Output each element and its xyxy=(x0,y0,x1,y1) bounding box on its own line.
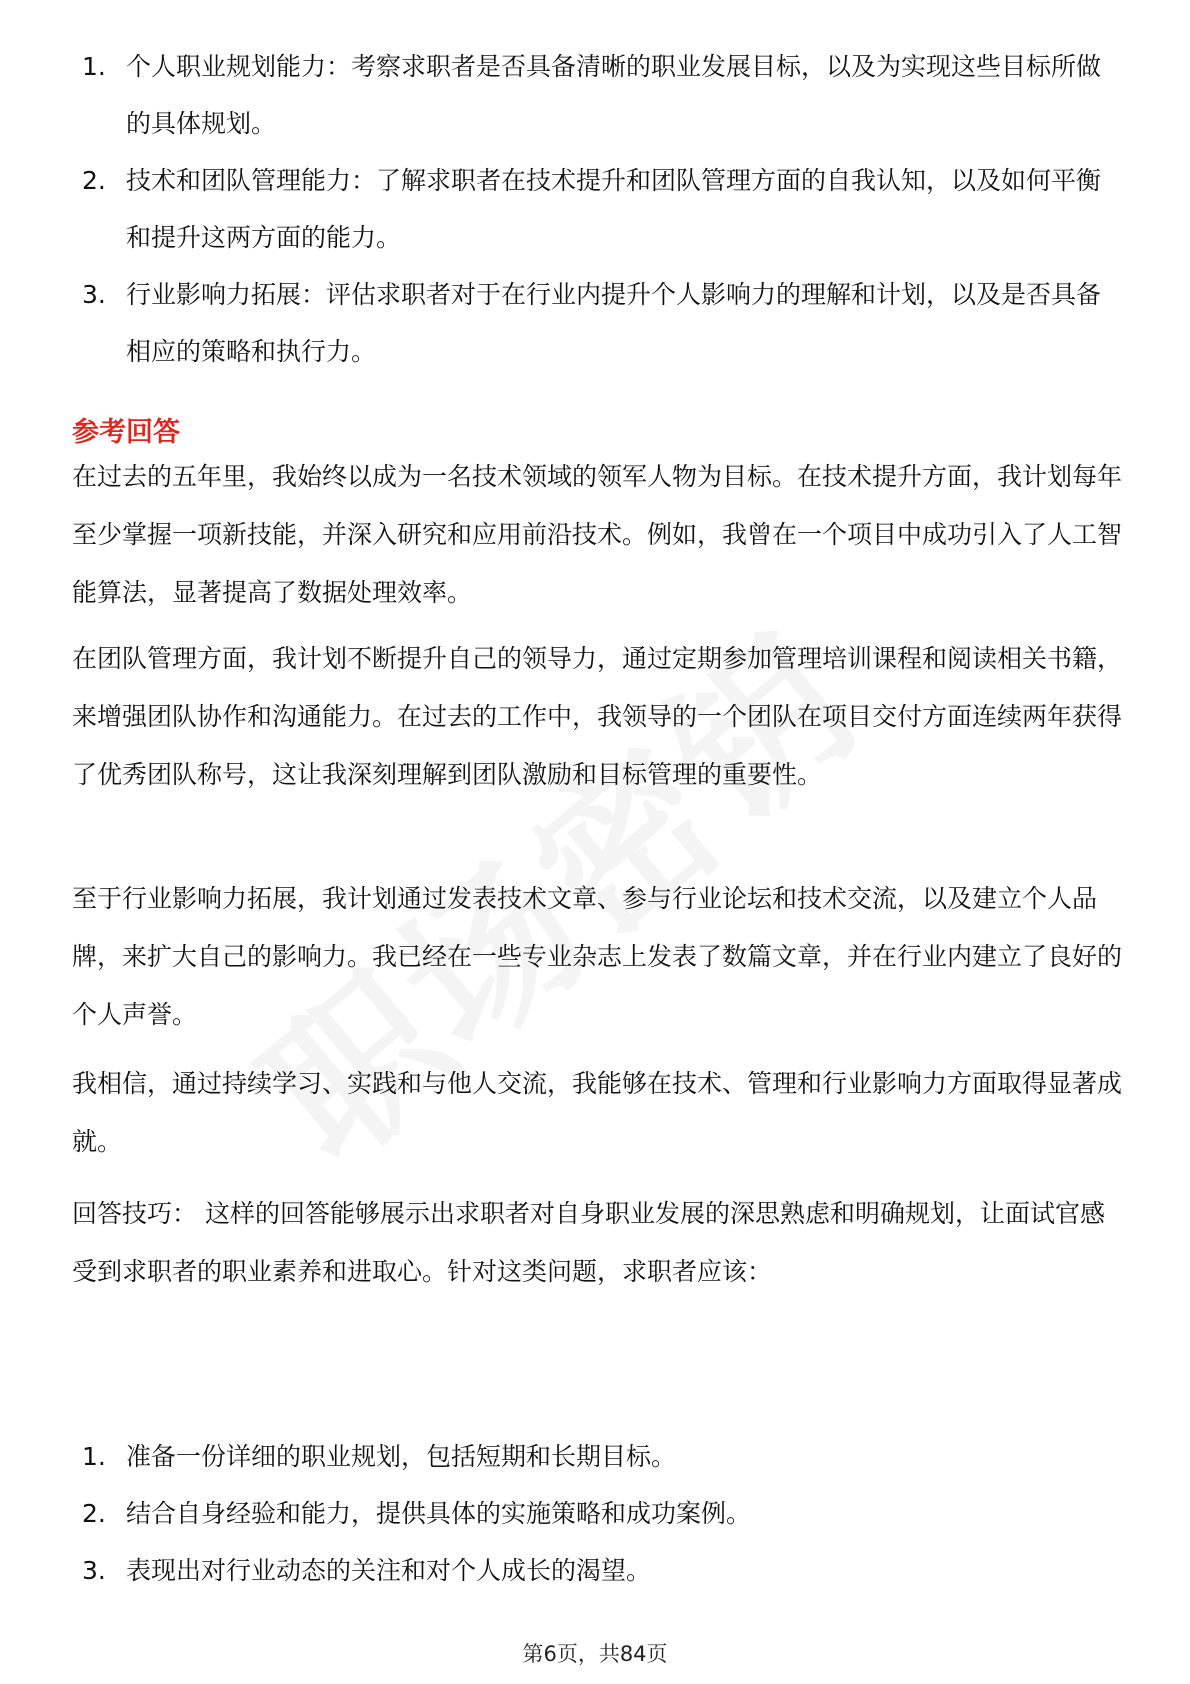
list-item xyxy=(82,1542,1122,1599)
answer-paragraph-4: 我相信，通过持续学习、实践和与他人交流，我能够在技术、管理和行业影响力方面取得显著成就。 xyxy=(72,1069,1123,1156)
list-number: 1. xyxy=(82,52,106,81)
list-item xyxy=(82,266,1122,380)
list-number: 3. xyxy=(82,280,106,309)
tips-paragraph: 回答技巧： 这样的回答能够展示出求职者对自身职业发展的深思熟虑和明确规划，让面试官感受到求职者的职业素养和进取心。针对这类问题，求职者应该： xyxy=(72,1199,1105,1286)
section-heading: 参考回答 xyxy=(72,417,180,448)
list-item xyxy=(82,1428,1122,1485)
page-number-footer: 第6页，共84页 xyxy=(522,1642,668,1666)
answer-paragraph-2: 在团队管理方面，我计划不断提升自己的领导力，通过定期参加管理培训课程和阅读相关书籍，来增强团队协作和沟通能力。在过去的工作中，我领导的一个团队在项目交付方面连续两年获得了优秀团队称号，这让我深刻理解到团队激励和目标管理的重要性。 xyxy=(72,644,1123,789)
list-number: 2. xyxy=(82,166,106,195)
tips-list xyxy=(82,1428,1122,1599)
list-number: 2. xyxy=(82,1499,106,1528)
list-item xyxy=(82,38,1122,152)
list-item-text: 个人职业规划能力：考察求职者是否具备清晰的职业发展目标，以及为实现这些目标所做的具体规划。 xyxy=(126,52,1102,138)
list-item-text: 表现出对行业动态的关注和对个人成长的渴望。 xyxy=(126,1556,652,1585)
list-number: 3. xyxy=(82,1556,106,1585)
list-item-text: 结合自身经验和能力，提供具体的实施策略和成功案例。 xyxy=(126,1499,752,1528)
list-number: 1. xyxy=(82,1442,106,1471)
list-item-text: 准备一份详细的职业规划，包括短期和长期目标。 xyxy=(126,1442,677,1471)
answer-paragraph-1: 在过去的五年里，我始终以成为一名技术领域的领军人物为目标。在技术提升方面，我计划每年至少掌握一项新技能，并深入研究和应用前沿技术。例如，我曾在一个项目中成功引入了人工智能算法，显著提高了数据处理效率。 xyxy=(72,462,1123,607)
list-item xyxy=(82,152,1122,266)
list-item xyxy=(82,1485,1122,1542)
list-item-text: 技术和团队管理能力：了解求职者在技术提升和团队管理方面的自我认知，以及如何平衡和提升这两方面的能力。 xyxy=(126,166,1102,252)
list-item-text: 行业影响力拓展：评估求职者对于在行业内提升个人影响力的理解和计划，以及是否具备相应的策略和执行力。 xyxy=(126,280,1102,366)
answer-paragraph-3: 至于行业影响力拓展，我计划通过发表技术文章、参与行业论坛和技术交流，以及建立个人品牌，来扩大自己的影响力。我已经在一些专业杂志上发表了数篇文章，并在行业内建立了良好的个人声誉。 xyxy=(72,884,1123,1029)
criteria-list xyxy=(82,38,1122,380)
